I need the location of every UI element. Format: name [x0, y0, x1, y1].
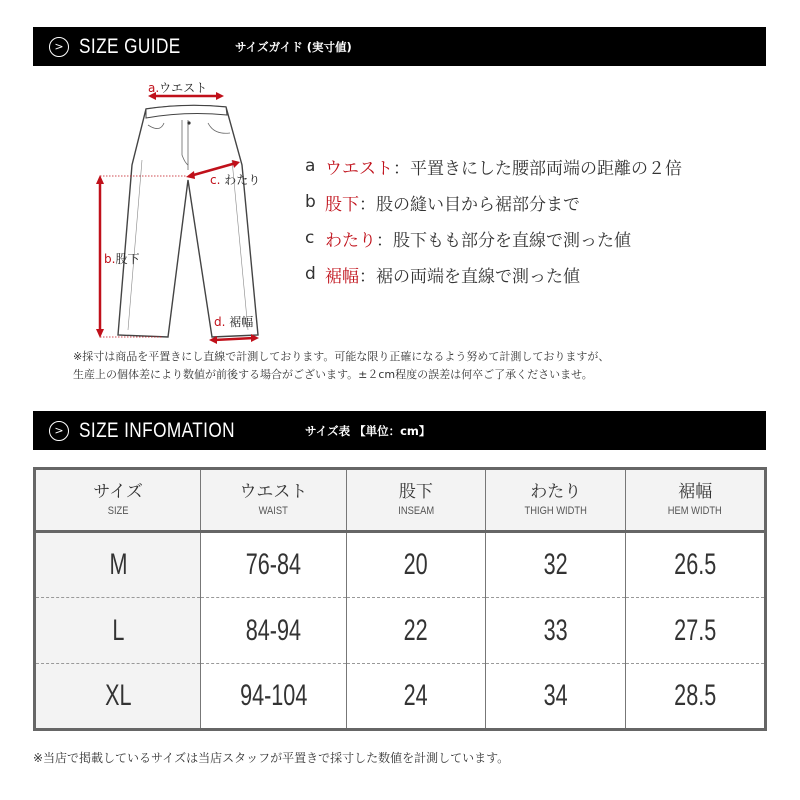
table-footnote: ※当店で掲載しているサイズは当店スタッフが平置きで採寸した数値を計測しています。 [33, 751, 510, 765]
column-header-hem-width: 裾幅 HEM WIDTH [626, 469, 766, 532]
table-row [35, 664, 766, 730]
cell-size: XL [35, 664, 201, 730]
size-info-subtitle: サイズ表 【単位：cm】 [305, 423, 431, 438]
size-guide-subtitle: サイズガイド (実寸値) [235, 39, 352, 54]
cell-waist: 76-84 [201, 532, 346, 598]
label-thigh: c. わたり [210, 173, 261, 187]
cell-hem-width: 27.5 [626, 598, 766, 664]
cell-hem-width: 26.5 [626, 532, 766, 598]
cell-hem-width: 28.5 [674, 679, 717, 712]
cell-waist: 94-104 [201, 664, 346, 730]
cell-inseam: 22 [346, 598, 485, 664]
cell-thigh-width: 32 [486, 532, 626, 598]
size-info-title: SIZE INFOMATION [79, 418, 236, 442]
size-info-header [33, 411, 766, 450]
legend-item-inseam: b 股下 ：股の縫い目から裾部分まで [305, 192, 580, 215]
cell-thigh-width: 33 [486, 598, 626, 664]
label-inseam: b.股下 [104, 252, 140, 266]
measurement-note: ※採寸は商品を平置きにし直線で計測しております。可能な限り正確になるよう努めて計測しておりますが、 生産上の個体差により数値が前後する場合がございます。±２cm程度の誤差は何卒ご了承くださいませ。 [73, 350, 610, 381]
pants-illustration [90, 75, 290, 350]
pants-diagram [90, 75, 290, 350]
cell-size: L [35, 598, 201, 664]
table-row [35, 532, 766, 598]
column-header-waist: ウエスト WAIST [201, 469, 346, 532]
cell-inseam: 24 [346, 664, 485, 730]
column-header-size: サイズ SIZE [35, 469, 201, 532]
legend-item-thigh: c わたり ：股下もも部分を直線で測った値 [305, 228, 631, 251]
column-header-inseam: 股下 INSEAM [346, 469, 485, 532]
legend-item-hem: d 裾幅 ：裾の両端を直線で測った値 [305, 264, 580, 287]
cell-inseam: 20 [346, 532, 485, 598]
cell-thigh-width: 34 [486, 664, 626, 730]
table-row [35, 598, 766, 664]
legend-item-waist: a ウエスト ：平置きにした腰部両端の距離の２倍 [305, 156, 682, 179]
size-guide-header [33, 27, 766, 66]
size-table [33, 467, 767, 731]
chevron-right-circle-icon: > [49, 421, 69, 441]
column-header-thigh-width: わたり THIGH WIDTH [486, 469, 626, 532]
cell-waist: 84-94 [201, 598, 346, 664]
table-header-row [35, 469, 766, 532]
cell-size: M [35, 532, 201, 598]
size-guide-title: SIZE GUIDE [79, 34, 181, 58]
chevron-right-circle-icon: > [49, 37, 69, 57]
label-hem: d. 裾幅 [214, 315, 254, 329]
label-waist: a.ウエスト [148, 81, 208, 95]
measurement-legend [305, 148, 682, 292]
